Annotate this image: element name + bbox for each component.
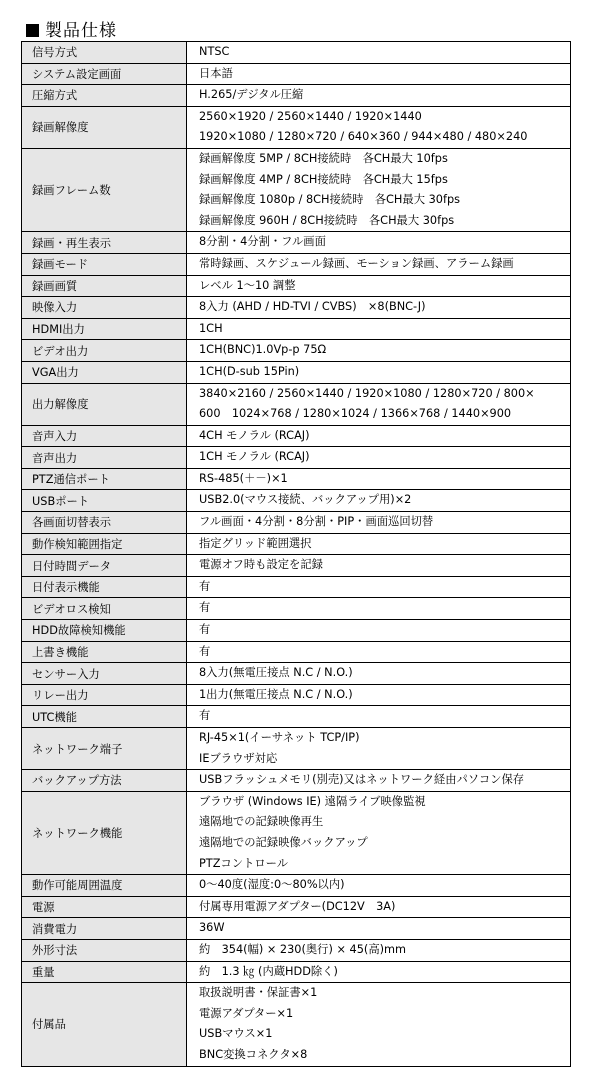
spec-row (22, 684, 571, 706)
spec-label: 動作検知範囲指定 (22, 533, 187, 555)
spec-value-line: PTZコントロール (199, 856, 289, 870)
spec-label: ネットワーク機能 (22, 791, 187, 874)
spec-row (22, 318, 571, 340)
spec-row (22, 106, 571, 148)
spec-value-line: 指定グリッド範囲選択 (199, 536, 312, 550)
spec-row (22, 598, 571, 620)
spec-label: 上書き機能 (22, 641, 187, 663)
spec-label: 動作可能周囲温度 (22, 875, 187, 897)
spec-label: 録画解像度 (22, 106, 187, 148)
spec-label: 音声入力 (22, 425, 187, 447)
spec-value-line: 録画解像度 4MP / 8CH接続時 各CH最大 15fps (199, 172, 448, 186)
spec-label: 重量 (22, 961, 187, 983)
spec-row (22, 275, 571, 297)
spec-value (187, 896, 571, 918)
spec-value-line: 電源オフ時も設定を記録 (199, 558, 323, 572)
spec-label: 日付時間データ (22, 555, 187, 577)
spec-value-line: H.265/デジタル圧縮 (199, 88, 304, 102)
spec-value (187, 961, 571, 983)
spec-value-line: 4CH モノラル (RCAJ) (199, 428, 310, 442)
spec-value-line: 36W (199, 921, 225, 935)
spec-label: ネットワーク端子 (22, 728, 187, 770)
spec-value (187, 939, 571, 961)
spec-value (187, 447, 571, 469)
spec-value-line: 有 (199, 601, 211, 615)
spec-value (187, 770, 571, 792)
spec-value (187, 275, 571, 297)
spec-table-body (22, 42, 571, 1067)
spec-label: 音声出力 (22, 447, 187, 469)
spec-row (22, 447, 571, 469)
spec-row (22, 791, 571, 874)
spec-row (22, 340, 571, 362)
spec-label: VGA出力 (22, 361, 187, 383)
spec-row (22, 896, 571, 918)
spec-label: ビデオロス検知 (22, 598, 187, 620)
spec-value (187, 361, 571, 383)
spec-value-line: 8分割・4分割・フル画面 (199, 235, 326, 249)
spec-value (187, 232, 571, 254)
spec-row (22, 148, 571, 231)
spec-row (22, 918, 571, 940)
spec-label: 外形寸法 (22, 939, 187, 961)
spec-label: HDMI出力 (22, 318, 187, 340)
spec-value (187, 533, 571, 555)
spec-row (22, 468, 571, 490)
spec-value (187, 875, 571, 897)
spec-value (187, 641, 571, 663)
spec-row (22, 425, 571, 447)
spec-label: リレー出力 (22, 684, 187, 706)
spec-value (187, 383, 571, 425)
spec-row (22, 576, 571, 598)
spec-value (187, 318, 571, 340)
spec-value-line: 600 1024×768 / 1280×1024 / 1366×768 / 1440×900 (199, 407, 512, 421)
spec-row (22, 961, 571, 983)
spec-label: 付属品 (22, 983, 187, 1066)
spec-value-line: 遠隔地での記録映像バックアップ (199, 835, 368, 849)
spec-value (187, 425, 571, 447)
spec-value-line: 有 (199, 623, 211, 637)
spec-value-line: 録画解像度 960H / 8CH接続時 各CH最大 30fps (199, 213, 455, 227)
spec-row (22, 85, 571, 107)
spec-value-line: 常時録画、スケジュール録画、モーション録画、アラーム録画 (199, 256, 514, 270)
spec-label: ビデオ出力 (22, 340, 187, 362)
spec-label: 電源 (22, 896, 187, 918)
spec-value-line: 2560×1920 / 2560×1440 / 1920×1440 (199, 109, 422, 123)
spec-value (187, 663, 571, 685)
spec-label: 日付表示機能 (22, 576, 187, 598)
spec-label: 録画フレーム数 (22, 148, 187, 231)
spec-value-line: 取扱説明書・保証書×1 (199, 986, 318, 1000)
spec-label: 圧縮方式 (22, 85, 187, 107)
spec-row (22, 983, 571, 1066)
spec-value (187, 576, 571, 598)
spec-value-line: 有 (199, 579, 211, 593)
spec-label: HDD故障検知機能 (22, 620, 187, 642)
spec-value-line: 録画解像度 1080p / 8CH接続時 各CH最大 30fps (199, 193, 461, 207)
square-bullet-icon (26, 24, 39, 37)
spec-value-line: 遠隔地での記録映像再生 (199, 815, 324, 829)
spec-value-line: 1920×1080 / 1280×720 / 640×360 / 944×480 / 480×240 (199, 130, 528, 144)
spec-row (22, 533, 571, 555)
spec-label: バックアップ方法 (22, 770, 187, 792)
spec-value (187, 728, 571, 770)
spec-label: 出力解像度 (22, 383, 187, 425)
spec-value-line: 3840×2160 / 2560×1440 / 1920×1080 / 1280×720 / 800× (199, 386, 535, 400)
section-title (26, 20, 117, 42)
spec-value (187, 490, 571, 512)
spec-row (22, 63, 571, 85)
spec-value (187, 106, 571, 148)
spec-row (22, 232, 571, 254)
spec-value-line: 8入力 (AHD / HD-TVI / CVBS) ×8(BNC-J) (199, 300, 426, 314)
spec-row (22, 706, 571, 728)
spec-label: 信号方式 (22, 42, 187, 64)
spec-value (187, 42, 571, 64)
spec-row (22, 512, 571, 534)
spec-value-line: RS-485(＋－)×1 (199, 471, 288, 485)
spec-value-line: フル画面・4分割・8分割・PIP・画面巡回切替 (199, 515, 434, 529)
spec-value (187, 791, 571, 874)
spec-row (22, 939, 571, 961)
spec-label: PTZ通信ポート (22, 468, 187, 490)
spec-value-line: USB2.0(マウス接続、バックアップ用)×2 (199, 493, 412, 507)
spec-label: システム設定画面 (22, 63, 187, 85)
spec-value (187, 512, 571, 534)
spec-value-line: 0～40度(湿度:0～80%以内) (199, 878, 345, 892)
spec-value-line: USBフラッシュメモリ(別売)又はネットワーク経由パソコン保存 (199, 773, 525, 787)
spec-label: 消費電力 (22, 918, 187, 940)
spec-label: USBポート (22, 490, 187, 512)
spec-value (187, 983, 571, 1066)
spec-value (187, 148, 571, 231)
spec-value-line: ブラウザ (Windows IE) 遠隔ライブ映像監視 (199, 794, 426, 808)
spec-value-line: 約 1.3 ㎏ (内蔵HDD除く) (199, 964, 338, 978)
spec-row (22, 620, 571, 642)
spec-label: センサー入力 (22, 663, 187, 685)
spec-value-line: RJ-45×1(イーサネット TCP/IP) (199, 731, 360, 744)
title-text: 製品仕様 (45, 21, 117, 41)
spec-value (187, 706, 571, 728)
spec-value-line: BNC変換コネクタ×8 (199, 1047, 308, 1061)
spec-value-line: 録画解像度 5MP / 8CH接続時 各CH最大 10fps (199, 151, 448, 165)
spec-row (22, 875, 571, 897)
spec-value-line: 8入力(無電圧接点 N.C / N.O.) (199, 666, 353, 680)
spec-value-line: 1CH(BNC)1.0Vp-p 75Ω (199, 343, 327, 357)
spec-value (187, 63, 571, 85)
spec-value-line: NTSC (199, 45, 230, 58)
spec-value-line: 1CH(D-sub 15Pin) (199, 364, 300, 378)
spec-row (22, 42, 571, 64)
spec-label: 録画・再生表示 (22, 232, 187, 254)
spec-label: 映像入力 (22, 297, 187, 319)
spec-value (187, 555, 571, 577)
spec-row (22, 728, 571, 770)
spec-value (187, 468, 571, 490)
spec-value (187, 297, 571, 319)
spec-value (187, 684, 571, 706)
spec-value-line: 約 354(幅) × 230(奥行) × 45(高)mm (199, 942, 407, 956)
spec-label: 録画画質 (22, 275, 187, 297)
spec-label: 録画モード (22, 253, 187, 275)
spec-value-line: USBマウス×1 (199, 1027, 273, 1041)
spec-value-line: 1CH (199, 321, 223, 335)
spec-table (21, 41, 571, 1067)
spec-value-line: 電源アダプター×1 (199, 1006, 294, 1020)
spec-value-line: 有 (199, 709, 211, 723)
spec-value-line: 1CH モノラル (RCAJ) (199, 450, 310, 464)
spec-value-line: 有 (199, 644, 211, 658)
spec-row (22, 383, 571, 425)
spec-row (22, 361, 571, 383)
spec-value (187, 253, 571, 275)
spec-label: 各画面切替表示 (22, 512, 187, 534)
spec-row (22, 490, 571, 512)
spec-value (187, 620, 571, 642)
spec-row (22, 770, 571, 792)
spec-value-line: レベル 1～10 調整 (199, 278, 296, 292)
spec-label: UTC機能 (22, 706, 187, 728)
spec-row (22, 253, 571, 275)
spec-row (22, 641, 571, 663)
spec-row (22, 555, 571, 577)
spec-value (187, 340, 571, 362)
spec-value-line: 日本語 (199, 66, 233, 80)
spec-value (187, 85, 571, 107)
spec-value-line: 1出力(無電圧接点 N.C / N.O.) (199, 687, 353, 701)
spec-value (187, 918, 571, 940)
spec-row (22, 297, 571, 319)
spec-value (187, 598, 571, 620)
spec-value-line: 付属専用電源アダプター(DC12V 3A) (199, 899, 396, 913)
spec-row (22, 663, 571, 685)
spec-value-line: IEブラウザ対応 (199, 751, 278, 765)
